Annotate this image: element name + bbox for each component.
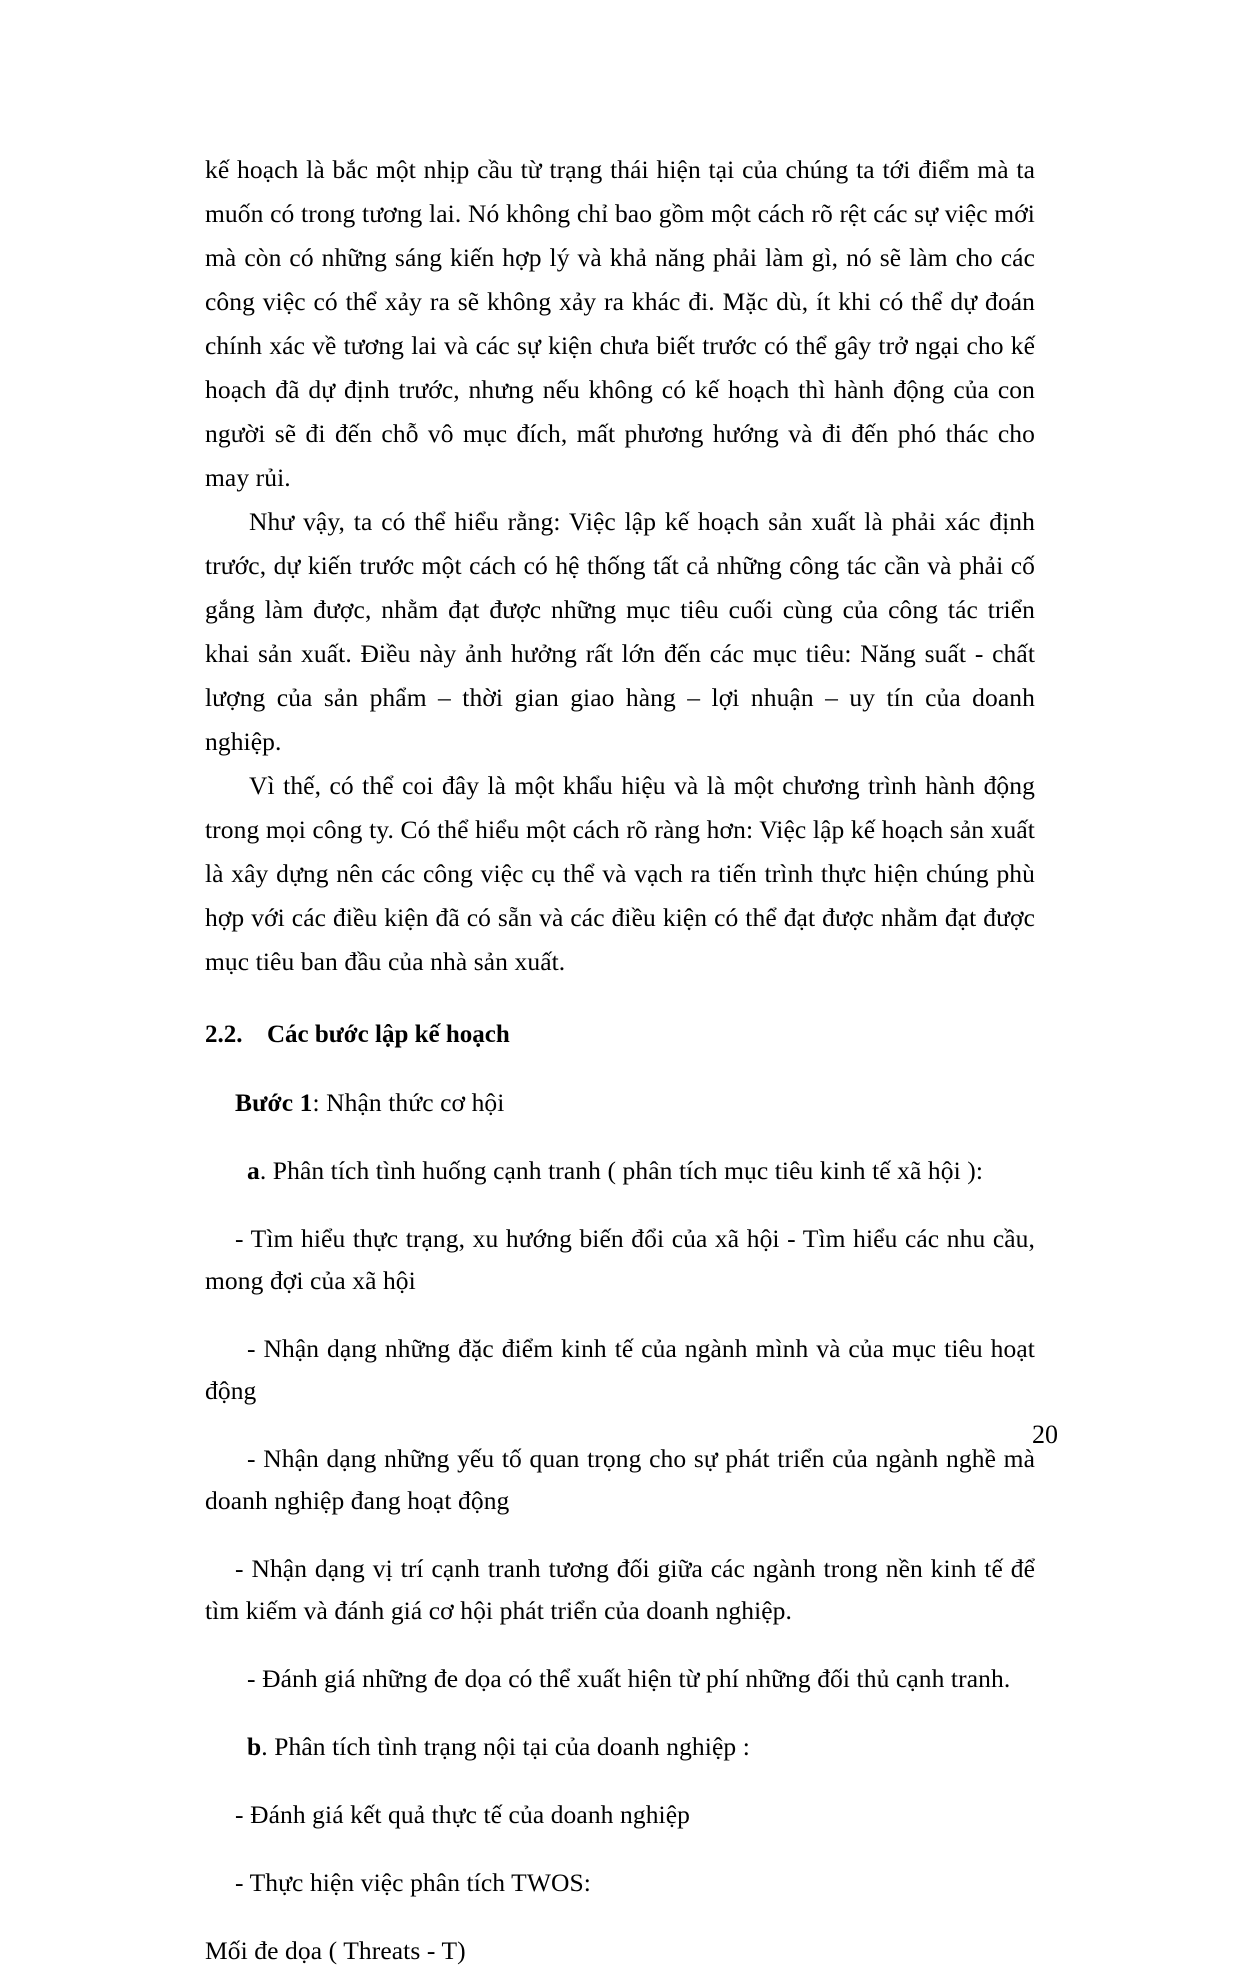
item-a-bullet-5: - Đánh giá những đe dọa có thể xuất hiện từ phí những đối thủ cạnh tranh. <box>247 1664 1011 1693</box>
step-1-text: : Nhận thức cơ hội <box>312 1088 505 1117</box>
item-b-label: b <box>247 1732 262 1761</box>
step-1-line <box>205 1082 1035 1124</box>
item-a-bullet-1: - Tìm hiểu thực trạng, xu hướng biến đổi của xã hội - Tìm hiểu các nhu cầu, mong đợi của xã hội <box>205 1224 1035 1295</box>
item-a-bullet-2: - Nhận dạng những đặc điểm kinh tế của ngành mình và của mục tiêu hoạt động <box>205 1334 1035 1405</box>
section-heading <box>205 1014 1035 1056</box>
item-a-label: a <box>247 1156 260 1185</box>
paragraph-3: Vì thế, có thể coi đây là một khẩu hiệu và là một chương trình hành động trong mọi công ty. Có thể hiểu một cách rõ ràng hơn: Việc lập kế hoạch sản xuất là xây dựng nên các công việc cụ thể và vạch ra tiến trình thực hiện chúng phù hợp với các điều kiện đã có sẵn và các điều kiện có thể đạt được nhằm đạt được mục tiêu ban đầu của nhà sản xuất. <box>205 771 1035 976</box>
item-a-bullet-4: - Nhận dạng vị trí cạnh tranh tương đối giữa các ngành trong nền kinh tế để tìm kiếm và đánh giá cơ hội phát triển của doanh nghiệp. <box>205 1554 1035 1625</box>
item-a-text: . Phân tích tình huống cạnh tranh ( phân tích mục tiêu kinh tế xã hội ): <box>259 1156 984 1185</box>
section-title: Các bước lập kế hoạch <box>267 1021 510 1048</box>
paragraph-2: Như vậy, ta có thể hiểu rằng: Việc lập kế hoạch sản xuất là phải xác định trước, dự kiến trước một cách có hệ thống tất cả những công tác cần và phải cố gắng làm được, nhằm đạt được những mục tiêu cuối cùng của công tác triển khai sản xuất. Điều này ảnh hưởng rất lớn đến các mục tiêu: Năng suất - chất lượng của sản phẩm – thời gian giao hàng – lợi nhuận – uy tín của doanh nghiệp. <box>205 507 1035 756</box>
page-content <box>205 148 1035 1972</box>
page-number: 20 <box>1032 1420 1058 1449</box>
section-number: 2.2. <box>205 1021 243 1048</box>
item-a-bullet-3: - Nhận dạng những yếu tố quan trọng cho sự phát triển của ngành nghề mà doanh nghiệp đang hoạt động <box>205 1444 1035 1515</box>
item-b-bullet-2: - Thực hiện việc phân tích TWOS: <box>235 1868 591 1897</box>
item-b-bullet-1: - Đánh giá kết quả thực tế của doanh nghiệp <box>235 1800 691 1829</box>
step-1-label: Bước 1 <box>235 1088 313 1117</box>
item-b-bullet-3: Mối đe dọa ( Threats - T) <box>205 1936 466 1965</box>
item-b-line <box>205 1726 1035 1768</box>
item-b-text: . Phân tích tình trạng nội tại của doanh nghiệp : <box>261 1732 750 1761</box>
item-a-line <box>205 1150 1035 1192</box>
paragraph-1: kế hoạch là bắc một nhịp cầu từ trạng thái hiện tại của chúng ta tới điểm mà ta muốn có trong tương lai. Nó không chỉ bao gồm một cách rõ rệt các sự việc mới mà còn có những sáng kiến hợp lý và khả năng phải làm gì, nó sẽ làm cho các công việc có thể xảy ra sẽ không xảy ra khác đi. Mặc dù, ít khi có thể dự đoán chính xác về tương lai và các sự kiện chưa biết trước có thể gây trở ngại cho kế hoạch đã dự định trước, nhưng nếu không có kế hoạch thì hành động của con người sẽ đi đến chỗ vô mục đích, mất phương hướng và đi đến phó thác cho may rủi. <box>205 155 1035 492</box>
